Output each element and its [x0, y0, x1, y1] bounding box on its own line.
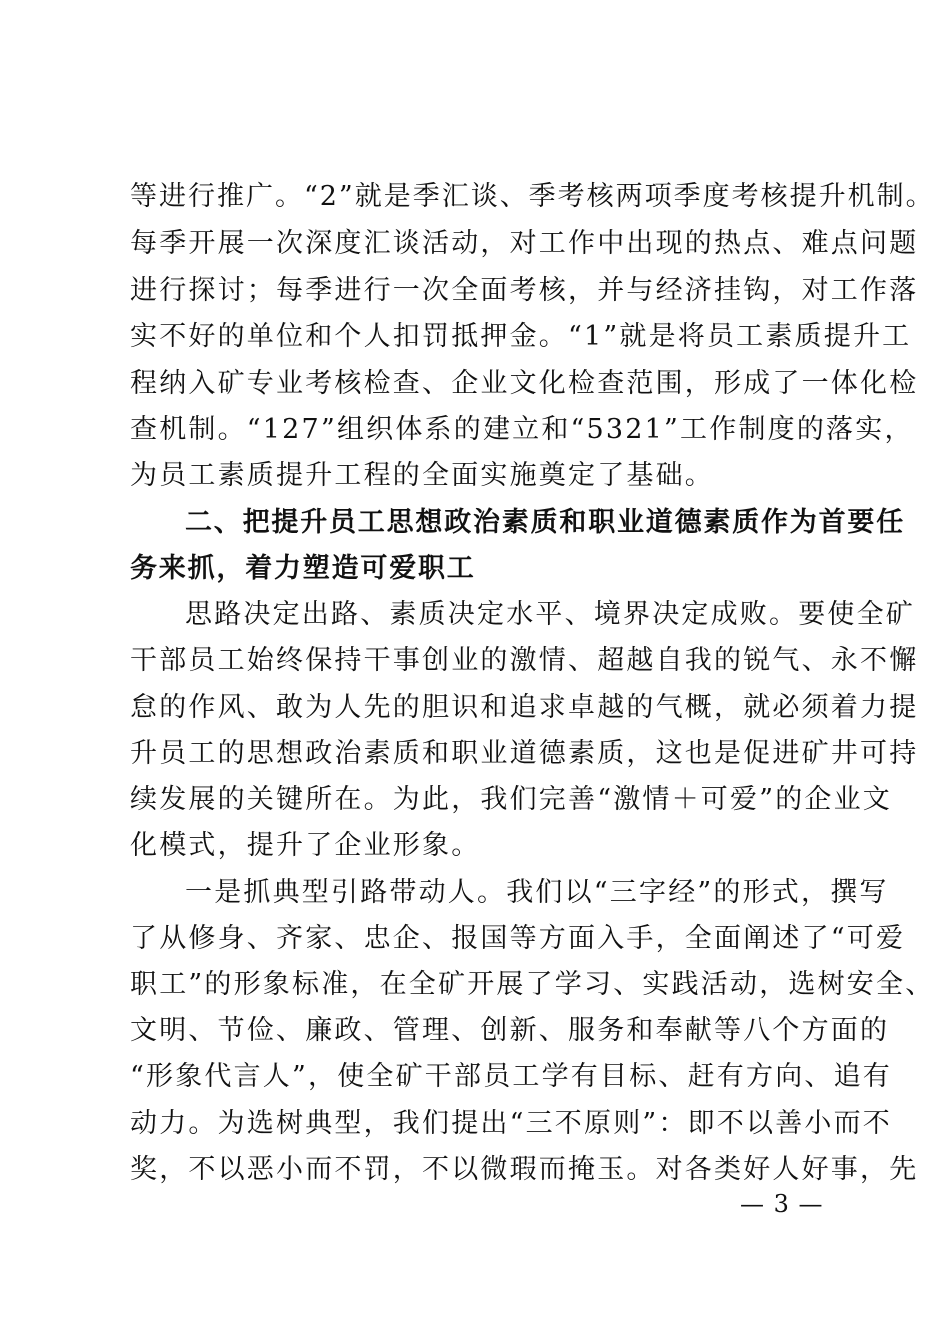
paragraph2-line-5: 续发展的关键所在。为此，我们完善“激情＋可爱”的企业文	[130, 784, 893, 815]
paragraph3-line-6: 动力。为选树典型，我们提出“三不原则”：即不以善小而不	[130, 1108, 893, 1139]
paragraph3-line-7: 奖，不以恶小而不罚，不以微瑕而掩玉。对各类好人好事，先	[130, 1154, 919, 1185]
section-heading-line-2: 务来抓，着力塑造可爱职工	[130, 553, 476, 584]
paragraph1-line-5: 程纳入矿专业考核检查、企业文化检查范围，形成了一体化检	[130, 368, 919, 399]
section-heading-line-1: 二、把提升员工思想政治素质和职业道德素质作为首要任	[185, 507, 905, 538]
paragraph3-line-2: 了从修身、齐家、忠企、报国等方面入手，全面阐述了“可爱	[130, 923, 906, 954]
paragraph1-line-1: 等进行推广。“2”就是季汇谈、季考核两项季度考核提升机制。	[130, 181, 935, 212]
paragraph2-line-6: 化模式，提升了企业形象。	[130, 830, 481, 861]
paragraph2-line-3: 怠的作风、敢为人先的胆识和追求卓越的气概，就必须着力提	[130, 692, 919, 723]
paragraph1-line-7: 为员工素质提升工程的全面实施奠定了基础。	[130, 460, 714, 491]
paragraph2-line-2: 干部员工始终保持干事创业的激情、超越自我的锐气、永不懈	[130, 645, 919, 676]
paragraph3-line-5: “形象代言人”，使全矿干部员工学有目标、赶有方向、追有	[130, 1061, 893, 1092]
paragraph1-line-4: 实不好的单位和个人扣罚抵押金。“1”就是将员工素质提升工	[130, 321, 912, 352]
paragraph2-line-1: 思路决定出路、素质决定水平、境界决定成败。要使全矿	[185, 599, 915, 630]
paragraph3-line-4: 文明、节俭、廉政、管理、创新、服务和奉献等八个方面的	[130, 1015, 890, 1046]
paragraph1-line-2: 每季开展一次深度汇谈活动，对工作中出现的热点、难点问题	[130, 228, 919, 259]
page-number: — 3 —	[740, 1190, 824, 1218]
paragraph2-line-4: 升员工的思想政治素质和职业道德素质，这也是促进矿井可持	[130, 738, 919, 769]
paragraph1-line-3: 进行探讨；每季进行一次全面考核，并与经济挂钩，对工作落	[130, 275, 919, 306]
paragraph3-line-1: 一是抓典型引路带动人。我们以“三字经”的形式，撰写	[185, 877, 889, 908]
paragraph3-line-3: 职工”的形象标准，在全矿开展了学习、实践活动，选树安全、	[130, 969, 935, 1000]
paragraph1-line-6: 查机制。“127”组织体系的建立和“5321”工作制度的落实，	[130, 414, 914, 445]
